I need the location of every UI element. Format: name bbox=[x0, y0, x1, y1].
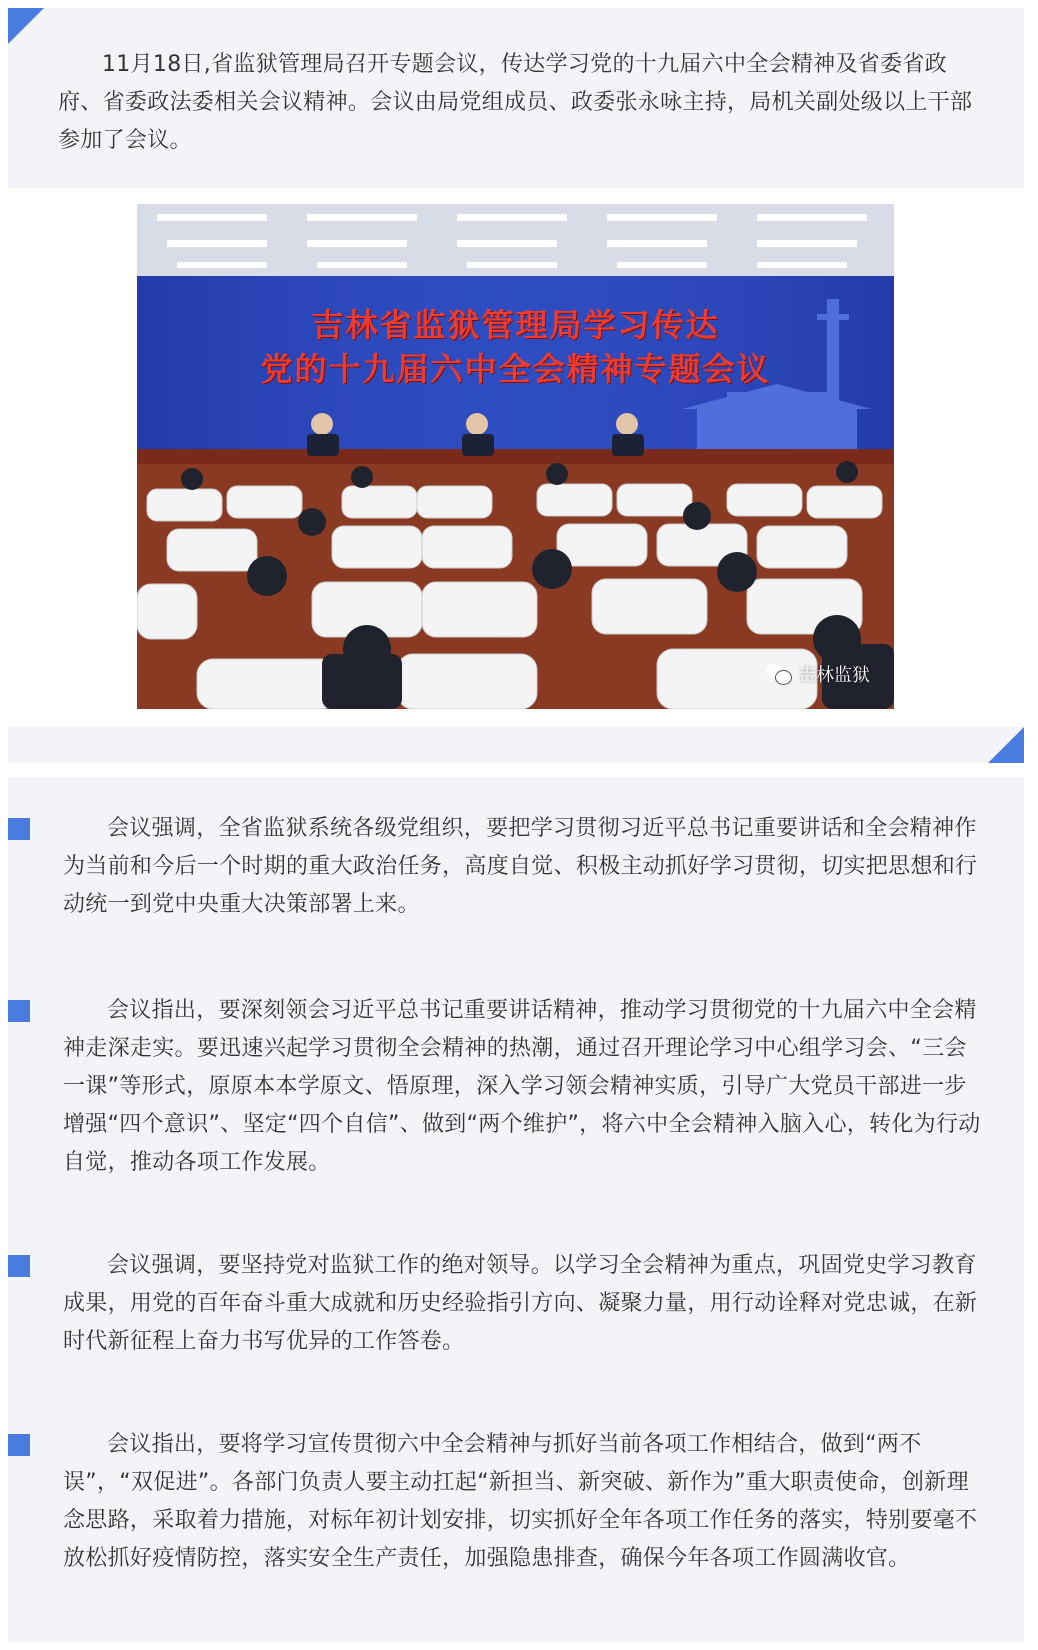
section-paragraph-4: 会议指出，要将学习宣传贯彻六中全会精神与抓好当前各项工作相结合，做到“两不误”，“双促进”。各部门负责人要主动扛起“新担当、新突破、新作为”重大职责使命，创新理念思路，采取着力措施，对标年初计划安排，切实抓好全年各项工作任务的落实，特别要毫不放松抓好疫情防控，落实安全生产责任，加强隐患排查，确保今年各项工作圆满收官。 bbox=[63, 1432, 978, 1571]
banner-title-line1: 吉林省监狱管理局学习传达 bbox=[311, 306, 720, 344]
section-paragraph-3: 会议强调，要坚持党对监狱工作的绝对领导。以学习全会精神为重点，巩固党史学习教育成果，用党的百年奋斗重大成就和历史经验指引方向、凝聚力量，用行动诠释对党忠诚，在新时代新征程上奋力书写优异的工作答卷。 bbox=[63, 1253, 978, 1354]
watermark bbox=[766, 661, 870, 687]
wechat-icon bbox=[766, 664, 792, 684]
section-paragraph-2: 会议指出，要深刻领会习近平总书记重要讲话精神，推动学习贯彻党的十九届六中全会精神走深走实。要迅速兴起学习贯彻全会精神的热潮，通过召开理论学习中心组学习会、“三会一课”等形式，原原本本学原文、悟原理，深入学习领会精神实质，引导广大党员干部进一步增强“四个意识”、坚定“四个自信”、做到“两个维护”，将六中全会精神入脑入心，转化为行动自觉，推动各项工作发展。 bbox=[63, 998, 981, 1175]
meeting-photo bbox=[137, 204, 894, 709]
section-paragraph-1: 会议强调，全省监狱系统各级党组织，要把学习贯彻习近平总书记重要讲话和全会精神作为当前和今后一个时期的重大政治任务，高度自觉、积极主动抓好学习贯彻，切实把思想和行动统一到党中央重大决策部署上来。 bbox=[63, 816, 978, 917]
section-marker-1 bbox=[8, 818, 30, 840]
intro-paragraph: 11月18日,省监狱管理局召开专题会议，传达学习党的十九届六中全会精神及省委省政府、省委政法委相关会议精神。会议由局党组成员、政委张永咏主持，局机关副处级以上干部参加了会议。 bbox=[58, 52, 973, 153]
divider-strip bbox=[8, 727, 1024, 763]
section-marker-2 bbox=[8, 1000, 30, 1022]
section-marker-3 bbox=[8, 1255, 30, 1277]
corner-decoration-bottom-right bbox=[988, 727, 1024, 763]
section-marker-4 bbox=[8, 1434, 30, 1456]
meeting-scene bbox=[137, 204, 894, 709]
banner-title-line2: 党的十九届六中全会精神专题会议 bbox=[260, 350, 771, 388]
watermark-text: 吉林监狱 bbox=[798, 665, 870, 686]
corner-decoration-top-left bbox=[8, 8, 44, 44]
